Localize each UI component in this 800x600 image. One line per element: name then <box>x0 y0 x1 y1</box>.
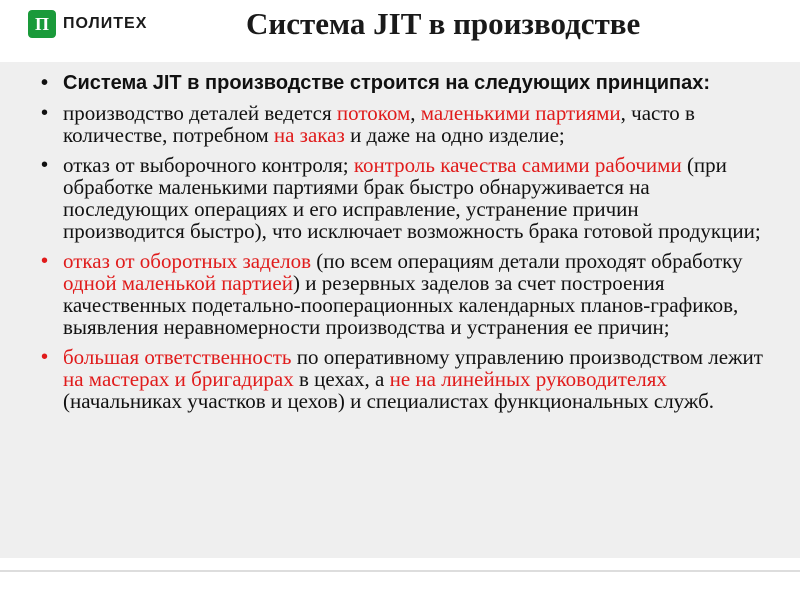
bullet-icon: • <box>41 346 49 368</box>
principle-item <box>38 102 764 146</box>
bullet-icon: • <box>41 250 49 272</box>
text-span: , часто в количестве, потребном <box>63 101 695 147</box>
principle-item <box>38 154 764 242</box>
lead-item <box>38 72 764 94</box>
bullet-icon: • <box>41 72 49 94</box>
principle-item <box>38 346 764 412</box>
principles-list <box>38 72 764 420</box>
logo-mark-icon: П <box>28 10 56 38</box>
principle-item <box>38 250 764 338</box>
politech-logo <box>28 10 147 38</box>
highlight-text: на заказ <box>273 123 345 147</box>
text-span: по оперативному управлению производством лежит <box>291 345 763 369</box>
highlight-text: одной маленькой партией <box>63 271 293 295</box>
text-span: ) и резервных заделов за счет построения качественных подетально-пооперационных календарных планов-графиков, выявления неравномерности производства и устранения ее причин; <box>63 271 739 339</box>
content-panel <box>0 62 800 558</box>
text-span: (при обработке маленькими партиями брак быстро обнаруживается на последующих операциях и его исправление, устранение причин производится быстро), что исключает возможность брака готовой продукции; <box>63 153 761 243</box>
footer-divider <box>0 570 800 572</box>
bullet-icon: • <box>41 154 49 176</box>
text-span: , <box>410 101 421 125</box>
highlight-text: не на линейных руководителях <box>389 367 667 391</box>
highlight-text: потоком <box>336 101 411 125</box>
slide-title: Система JIT в производстве <box>246 6 641 41</box>
text-span: (по всем операциям детали проходят обработку <box>311 249 743 273</box>
logo-text: ПОЛИТЕХ <box>63 15 148 32</box>
text-span: производство деталей ведется <box>63 101 337 125</box>
header <box>0 0 800 55</box>
text-span: отказ от выборочного контроля; <box>63 153 354 177</box>
highlight-text: на мастерах и бригадирах <box>63 367 294 391</box>
text-span: (начальниках участков и цехов) и специалистах функциональных служб. <box>63 389 715 413</box>
text-span: в цехах, а <box>293 367 390 391</box>
highlight-text: большая ответственность <box>63 345 292 369</box>
highlight-text: контроль качества самими рабочими <box>353 153 682 177</box>
bullet-icon: • <box>41 102 49 124</box>
lead-text: Система JIT в производстве строится на следующих принципах: <box>63 72 711 94</box>
highlight-text: отказ от оборотных заделов <box>63 249 312 273</box>
highlight-text: маленькими партиями <box>420 101 621 125</box>
text-span: и даже на одно изделие; <box>344 123 565 147</box>
